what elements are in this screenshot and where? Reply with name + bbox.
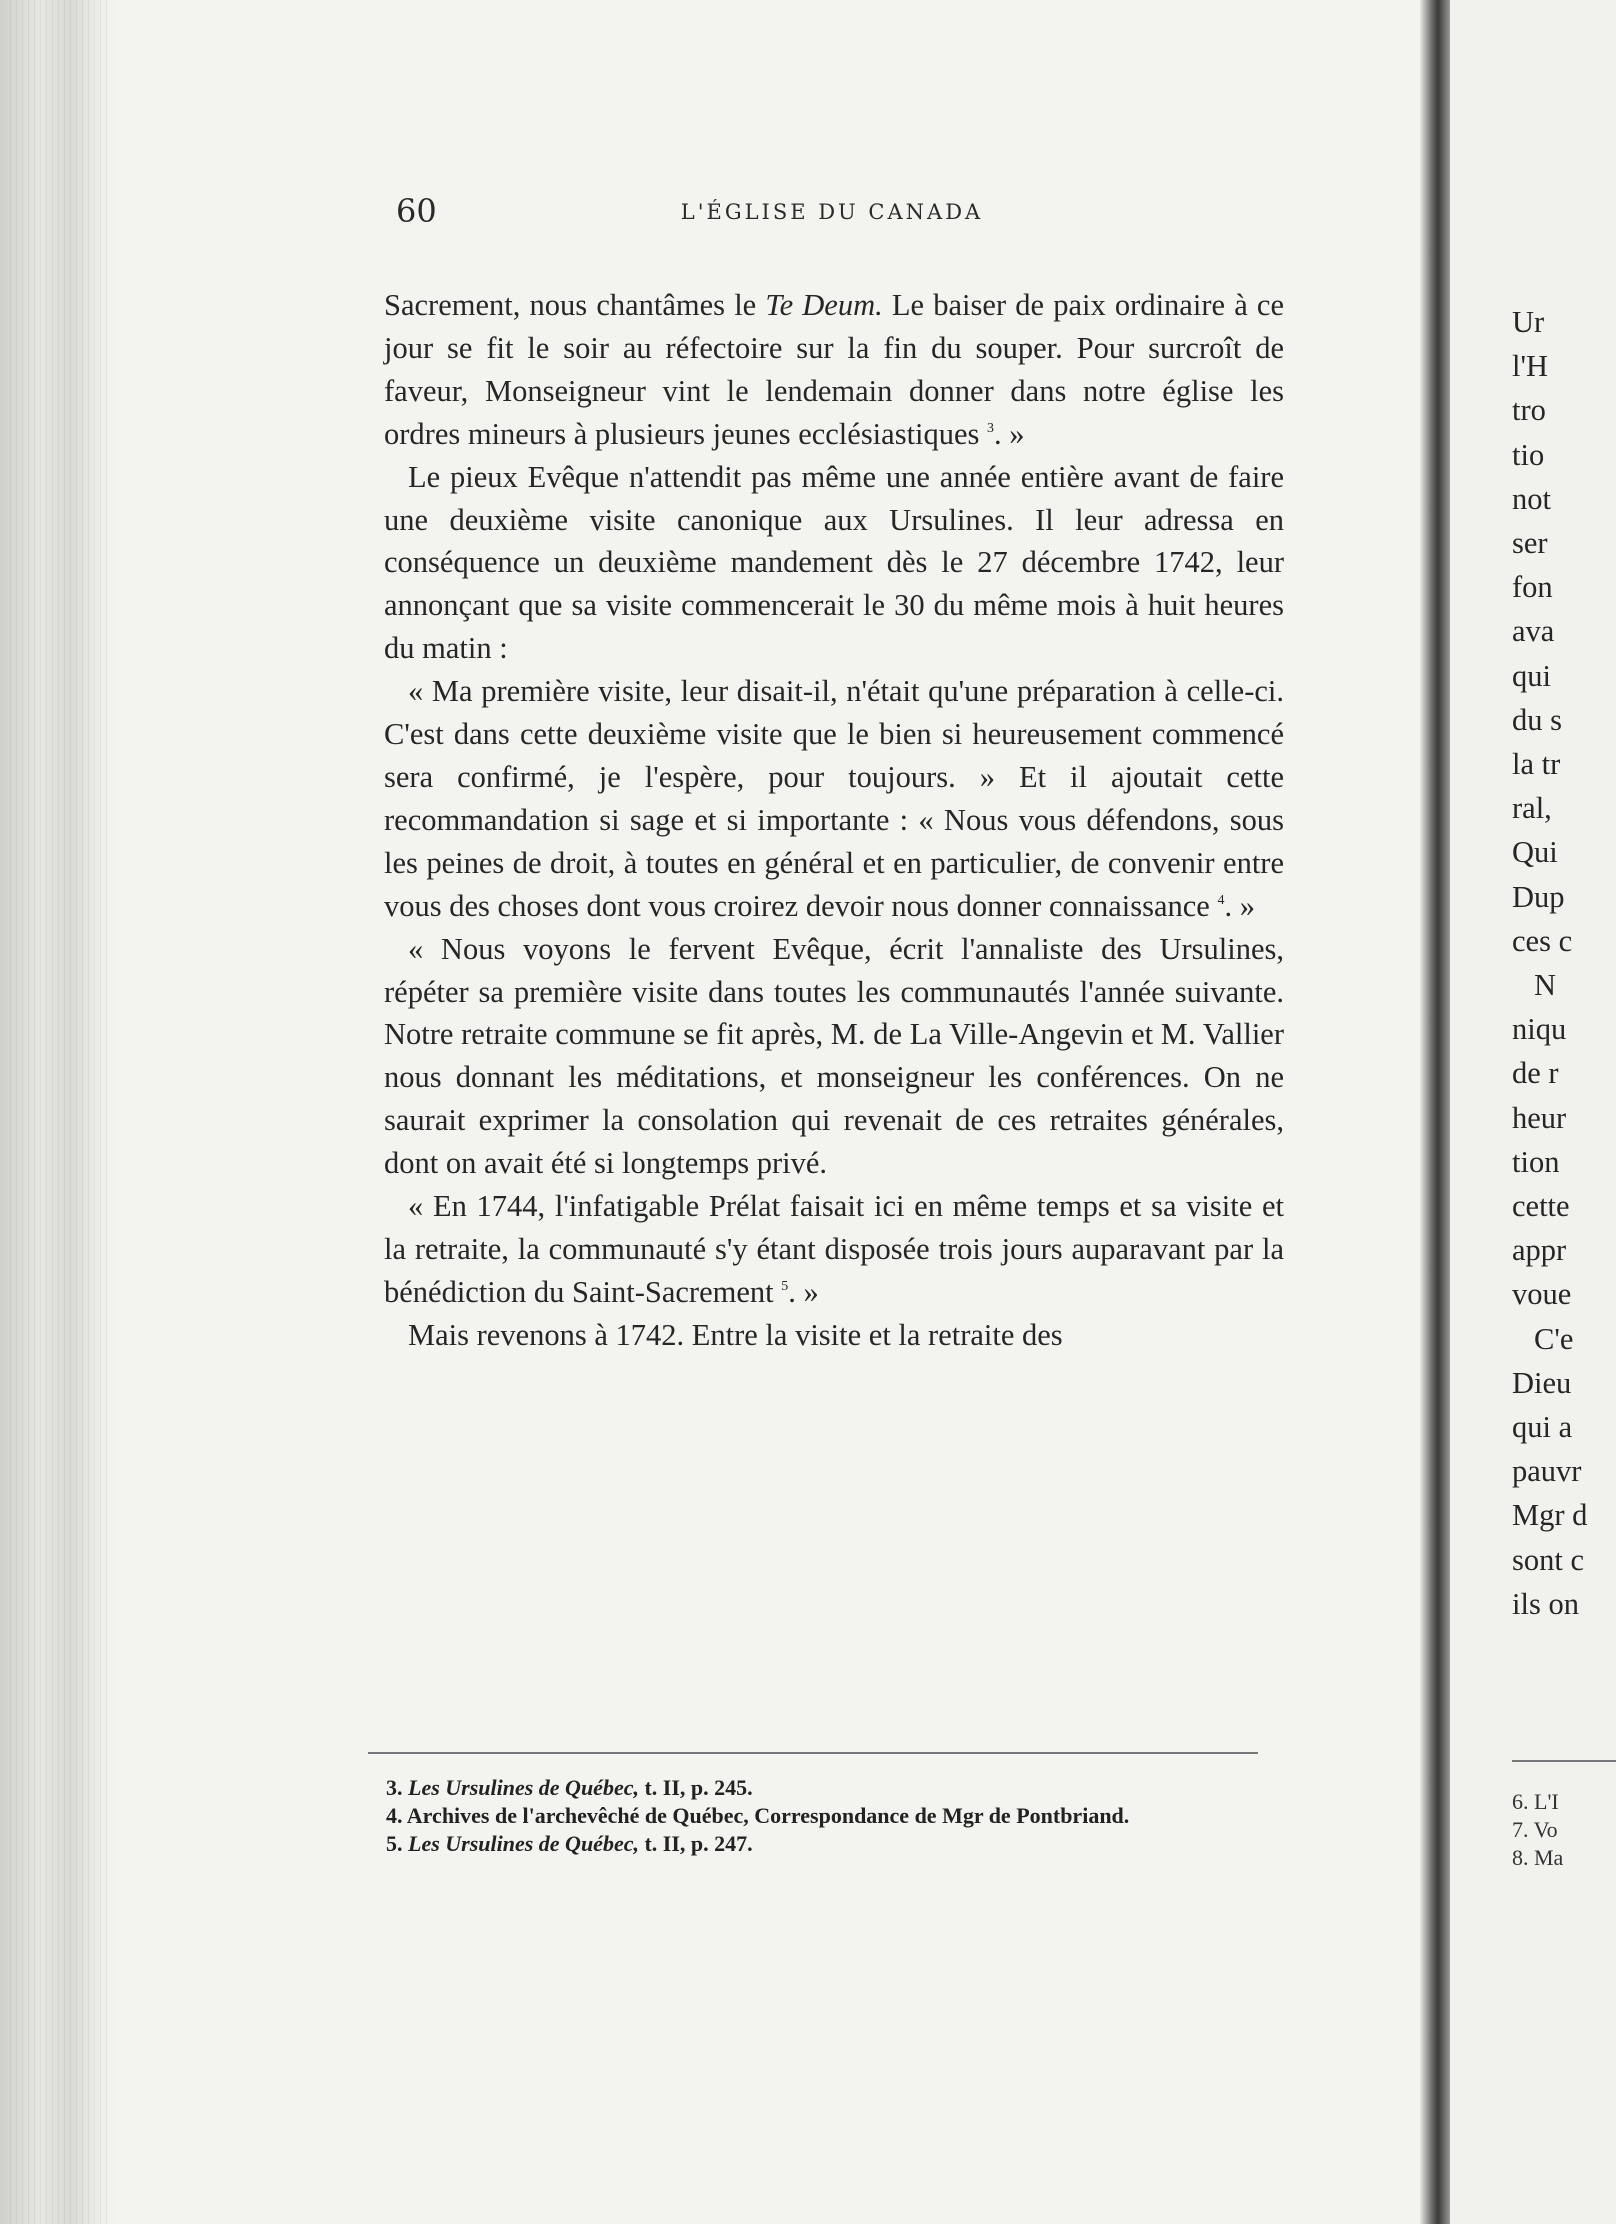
running-title: L'ÉGLISE DU CANADA (680, 200, 984, 224)
right-page-line: tio (1512, 437, 1545, 472)
paragraph-5 (384, 1185, 1284, 1314)
right-page-line: Mgr d (1512, 1498, 1588, 1533)
right-page-line: not (1512, 481, 1551, 516)
right-page-note: 6. L'I (1512, 1789, 1559, 1814)
footnote-rule (368, 1752, 1258, 1754)
right-page-line: appr (1512, 1233, 1567, 1268)
footnote-num: 3. (386, 1775, 403, 1800)
right-page-line: niqu (1512, 1012, 1567, 1047)
right-page-line: ces c (1512, 923, 1573, 958)
right-page-line: N (1534, 968, 1557, 1003)
book-gutter (1420, 0, 1450, 2224)
right-page-footnotes (1512, 1788, 1616, 1872)
right-page-line: ava (1512, 614, 1555, 649)
paragraph-2: Le pieux Evêque n'attendit pas même une année entière avant de faire une deuxième visite canonique aux Ursulines. Il leur adressa en conséquence un deuxième mandement dès le 27 décembre 1742, leur annonçant que sa visite commencerait le 30 du même mois à huit heures du matin : (384, 459, 1284, 666)
right-page-line: Qui (1512, 835, 1558, 870)
p5-text: « En 1744, l'infatigable Prélat faisait ici en même temps et sa visite et la retraite, la communauté s'y étant disposée trois jours auparavant par la bénédiction du Saint-Sacrement (384, 1189, 1284, 1309)
footnote-3 (368, 1774, 1268, 1802)
right-page-line: Ur (1512, 305, 1545, 339)
footnote-italic: Les Ursulines de Québec, (408, 1775, 639, 1800)
right-page-line: heur (1512, 1100, 1567, 1135)
left-page-edge (0, 0, 120, 2224)
page-edge-lines (10, 0, 110, 2224)
right-page-line: la tr (1512, 747, 1561, 782)
right-page-line: Dieu (1512, 1365, 1572, 1400)
footnote-text: Archives de l'archevêché de Québec, Correspondance de Mgr de Pontbriand. (406, 1803, 1130, 1828)
right-page-line: C'e (1534, 1321, 1574, 1356)
p3-text: « Ma première visite, leur disait-il, n'était qu'une préparation à celle-ci. C'est dans cette deuxième visite que le bien si heureusement commencé sera confirmé, je l'espère, pour toujours. » Et il ajoutait cette recommandation si sage et si importante : « Nous vous défendons, sous les peines de droit, à toutes en général et en particulier, de convenir entre vous des choses dont vous croirez devoir nous donner connaissance (384, 674, 1284, 923)
right-page-line: de r (1512, 1056, 1559, 1091)
paragraph-6: Mais revenons à 1742. Entre la visite et la retraite des (408, 1317, 1063, 1352)
right-page-line: qui (1512, 658, 1551, 693)
right-page-line: fon (1512, 570, 1553, 605)
footnote-num: 4. (386, 1803, 403, 1828)
right-page-line: ils on (1512, 1586, 1579, 1621)
footnote-num: 5. (386, 1831, 403, 1856)
right-page-note: 7. Vo (1512, 1817, 1558, 1842)
p1-end: . » (994, 416, 1025, 451)
footnote-italic: Les Ursulines de Québec, (408, 1831, 639, 1856)
footnote-ref-4: 4 (1217, 892, 1225, 908)
right-page-line: sont c (1512, 1542, 1585, 1577)
p5-end: . » (788, 1274, 819, 1309)
right-page-note: 8. Ma (1512, 1845, 1564, 1870)
paragraph-3 (384, 670, 1284, 927)
right-page-line: ral, (1512, 791, 1552, 826)
page-number: 60 (396, 192, 437, 230)
right-page-line: du s (1512, 702, 1562, 737)
p1-text-cont: Le baiser de paix ordinaire à ce jour se fit le soir au réfectoire sur la fin du souper. Pour surcroît de faveur, Monseigneur vint le lendemain donner dans notre église les ordres mineurs à plusieurs jeunes ecclésiastiques (384, 288, 1284, 451)
right-page-line: tro (1512, 393, 1546, 428)
p1-text: Sacrement, nous chantâmes le (384, 288, 766, 322)
right-page-text (1512, 300, 1616, 1626)
footnote-ref-3: 3 (987, 420, 995, 436)
p1-italic: Te Deum. (765, 288, 883, 322)
right-page-line: pauvr (1512, 1454, 1582, 1489)
footnote-text: t. II, p. 247. (638, 1831, 753, 1856)
footnote-5 (368, 1830, 1268, 1858)
right-page-line: voue (1512, 1277, 1572, 1312)
right-footnote-rule (1512, 1760, 1616, 1762)
footnote-text: t. II, p. 245. (638, 1775, 753, 1800)
footnote-ref-5: 5 (781, 1278, 789, 1294)
right-page-line: Dup (1512, 879, 1565, 914)
right-page-line: l'H (1512, 349, 1548, 384)
right-page-line: qui a (1512, 1410, 1573, 1445)
right-page-line: ser (1512, 526, 1548, 561)
right-page-line: tion (1512, 1144, 1560, 1179)
body-text (384, 284, 1284, 1357)
footnote-4 (368, 1802, 1268, 1830)
paragraph-1 (384, 284, 1284, 456)
p3-end: . » (1224, 888, 1255, 923)
footnotes (368, 1774, 1268, 1858)
right-page-line: cette (1512, 1189, 1570, 1224)
paragraph-4: « Nous voyons le fervent Evêque, écrit l'annaliste des Ursulines, répéter sa première visite dans toutes les communautés l'année suivante. Notre retraite commune se fit après, M. de La Ville-Angevin et M. Vallier nous donnant les méditations, et monseigneur les conférences. On ne saurait exprimer la consolation qui revenait de ces retraites générales, dont on avait été si longtemps privé. (384, 931, 1284, 1181)
running-head (396, 192, 1268, 232)
